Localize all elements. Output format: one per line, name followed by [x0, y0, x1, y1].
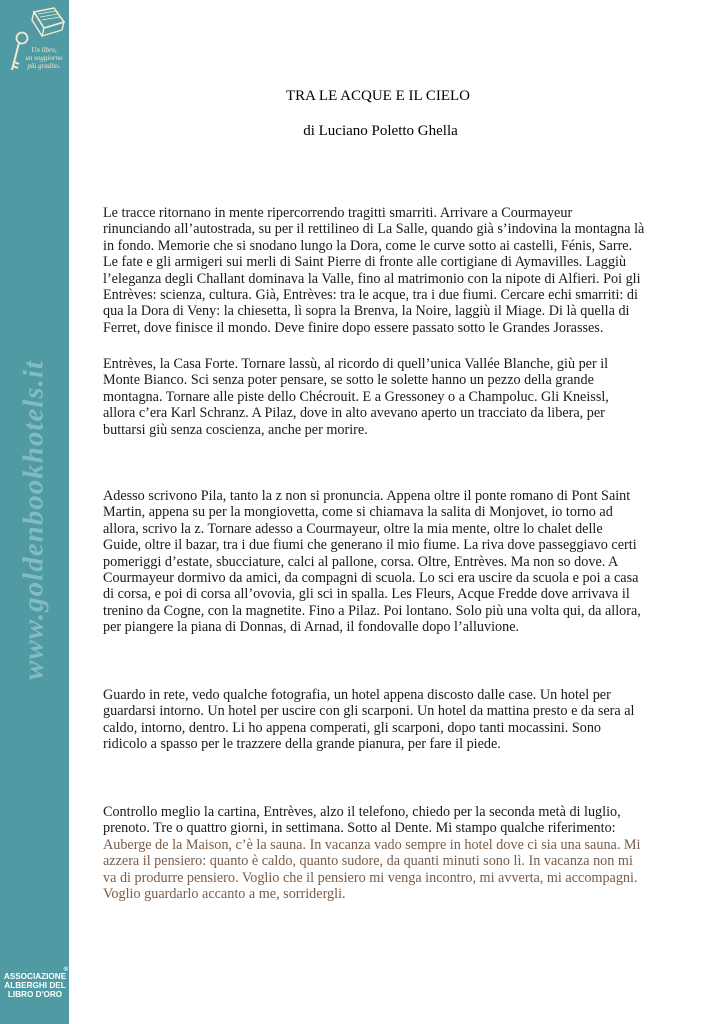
- slogan-line: Un libro,: [31, 46, 57, 54]
- text-line: Guide, oltre il bazar, tra i due fiumi che generano il mio fiume. La riva dove passeggiavo certi: [103, 537, 637, 554]
- text-line: caldo, intorno, dentro. Li ho appena comperati, gli scarponi, dopo tanti mocassini. Sono: [103, 719, 602, 736]
- paragraph: [103, 205, 645, 336]
- text-line: Martin, appena su per la mongiovetta, come si chiamava la salita di Monjovet, io torno ad: [103, 504, 613, 521]
- text-line: Adesso scrivono Pila, tanto la z non si pronuncia. Appena oltre il ponte romano di Pont Saint: [103, 488, 631, 504]
- text-line: buttarsi giù senza coscienza, anche per morire.: [103, 421, 368, 438]
- article-title: TRA LE ACQUE E IL CIELO: [285, 88, 470, 104]
- text-line: Ferret, dove finisce il mondo. Deve finire dopo essere passato sotto le Grandes Jorasses.: [103, 319, 604, 336]
- text-line: azzera il pensiero: quanto è caldo, quanto sudore, da quanti minuti sono lì. In vacanza non mi: [103, 853, 633, 870]
- text-line: ridicolo a spasso per le trazzere della grande pianura, per fare il piede.: [103, 736, 501, 753]
- text-line: in fondo. Memorie che si snodano lungo la Dora, come le curve sotto ai castelli, Fénis, Sarre.: [103, 237, 633, 254]
- website-watermark: www.goldenbookhotels.it: [17, 359, 50, 681]
- text-line: Le fate e gli armigeri sui merli di Saint Pierre di fronte alle cortigiane di Aymavilles. Laggiù: [103, 254, 627, 271]
- text-line: per piangere la piana di Donnas, di Arnad, il fondovalle dopo l’alluvione.: [103, 619, 520, 636]
- book-key-logo-icon: [4, 4, 66, 84]
- paragraph: [103, 687, 638, 753]
- text-line: Monte Bianco. Sci senza poter pensare, se sotto le solette hanno un pezzo della grande: [103, 372, 594, 389]
- text-line: guardarsi intorno. Un hotel per uscire con gli scarponi. Un hotel da mattina presto e da sera al: [103, 703, 635, 720]
- text-line: allora, scrivo la z. Tornare adesso a Courmayeur, oltre la mia mente, oltre lo chalet delle: [103, 520, 603, 537]
- paragraph: [103, 488, 641, 636]
- text-line: l’eleganza degli Challant dominava la Valle, fino al matrimonio con la nipote di Alfieri. Poi gli: [103, 270, 641, 287]
- text-line: di corsa, e poi di corsa all’ovovia, gli sci in spalla. Les Fleurs, Acque Fredde dove arrivava il: [103, 586, 630, 603]
- text-line: Entrèves: scienza, cultura. Già, Entrèves: tra le acque, tra i due fiumi. Cercare echi smarriti: di: [103, 287, 638, 304]
- text-line: Guardo in rete, vedo qualche fotografia, un hotel appena discosto dalle case. Un hotel per: [103, 687, 611, 703]
- paragraph: [103, 804, 641, 903]
- article-author: di Luciano Poletto Ghella: [303, 123, 458, 139]
- text-line: Le tracce ritornano in mente ripercorrendo tragitti smarriti. Arrivare a Courmayeur: [103, 205, 573, 221]
- text-line: Voglio guardarlo accanto a me, sorridergli.: [103, 886, 346, 903]
- association-line: ALBERGHI DEL: [4, 981, 66, 990]
- text-line: rinunciando all’autostrada, su per il rettilineo di La Salle, quando già s’indovina la montagna là: [103, 221, 645, 238]
- association-line: ASSOCIAZIONE: [3, 972, 67, 981]
- text-line: Controllo meglio la cartina, Entrèves, alzo il telefono, chiedo per la seconda metà di luglio,: [103, 804, 621, 820]
- slogan-line: un soggiorno: [25, 54, 63, 62]
- text-line: Courmayeur dormivo da amici, da compagni di scuola. Lo sci era uscire da scuola e poi a casa: [103, 570, 639, 587]
- slogan-line: più gradito.: [27, 62, 61, 70]
- association-line: LIBRO D'ORO: [7, 990, 63, 999]
- paragraph: [103, 356, 638, 438]
- text-line: va di produrre pensiero. Voglio che il pensiero mi venga incontro, mi avverta, mi accompagni.: [103, 869, 638, 886]
- text-line: pomeriggi d’estate, sbucciature, calci al pallone, corsa. Oltre, Entrèves. Ma non so dove. A: [103, 553, 619, 570]
- text-line: prenoto. Tre o quattro giorni, in settimana. Sotto al Dente. Mi stampo qualche riferimento:: [103, 820, 616, 837]
- text-line: trenino da Cogne, con la magnetite. Fino a Pilaz. Poi lontano. Solo più una volta qui, da allora,: [103, 602, 641, 619]
- text-line: montagna. Tornare alle piste dello Chécrouit. E a Gressoney o a Champoluc. Gli Kneissl,: [103, 388, 609, 405]
- text-line: Auberge de la Maison, c’è la sauna. In vacanza vado sempre in hotel dove ci sia una sauna. Mi: [103, 836, 641, 853]
- sidebar: [0, 0, 69, 1024]
- registered-mark: ®: [63, 967, 68, 973]
- text-line: qua la Dora di Veny: la chiesetta, lì sopra la Brenva, la Noire, laggiù il Miage. Di là quella di: [103, 303, 630, 320]
- text-line: allora c’era Karl Schranz. A Pilaz, dove in alto avevano aperto un tracciato da libera, per: [103, 405, 605, 422]
- association-logo: [2, 967, 68, 999]
- slogan: [18, 46, 70, 70]
- text-line: Entrèves, la Casa Forte. Tornare lassù, al ricordo di quell’unica Vallée Blanche, giù per il: [103, 356, 609, 372]
